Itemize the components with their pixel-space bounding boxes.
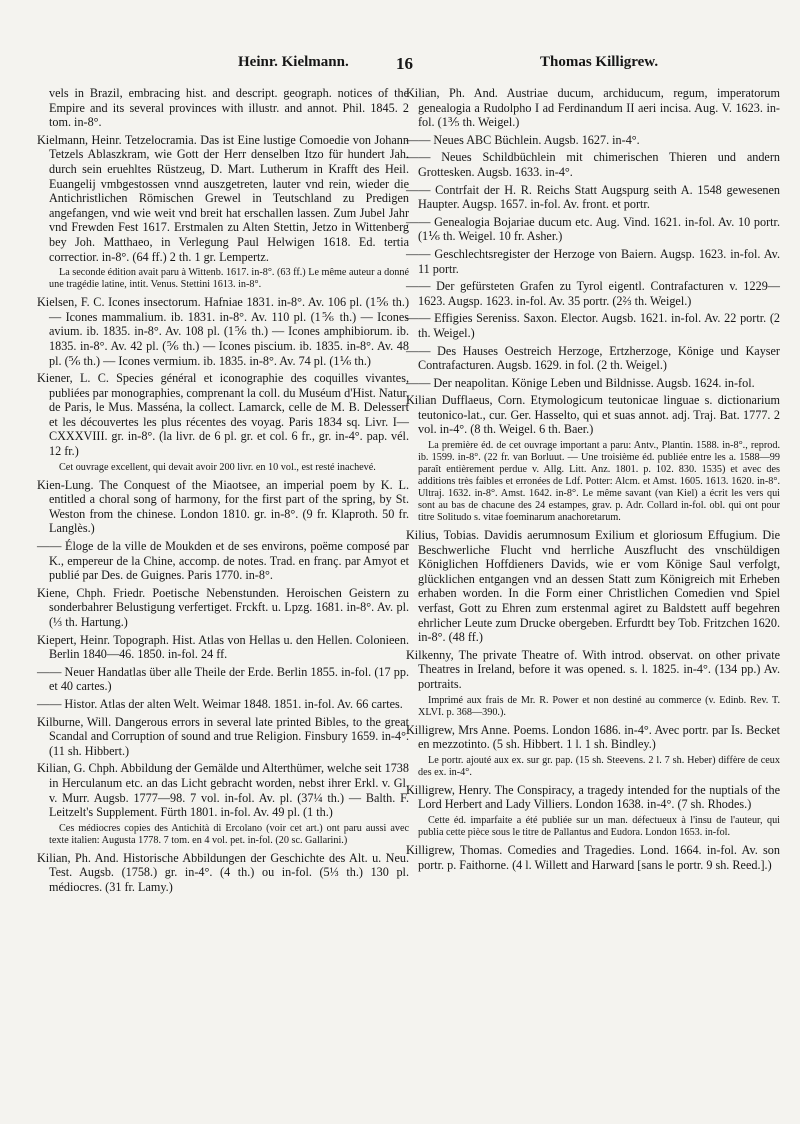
bibliographic-entry: Kien-Lung. The Conquest of the Miaotsee, an imperial poem by K. L. entitled a choral song of harmony, for the first part of the spring, by St. Weston from the chinese. London 1810. gr. in-8°. (9 fr. Klaproth. 50 fr. Langlès.): [37, 477, 409, 536]
bibliographic-entry: —— Neues Schildbüchlein mit chimerischen Thieren und andern Grottesken. Augsb. 1633. in-4°.: [406, 150, 780, 179]
bibliographic-note: Cet ouvrage excellent, qui devait avoir 200 livr. en 10 vol., est resté inachevé.: [59, 461, 376, 473]
bibliographic-entry: Killigrew, Thomas. Comedies and Tragedies. Lond. 1664. in-fol. Av. son portr. p. Faithorne. (4 l. Willett and Harward [sans le portr. 9 sh. Reed.].): [406, 842, 780, 872]
bibliographic-entry: Kiepert, Heinr. Topograph. Hist. Atlas von Hellas u. den Hellen. Colonieen. Berlin 1840—46. 1850. in-fol. 24 ff.: [37, 632, 409, 662]
bibliographic-entry: —— Effigies Sereniss. Saxon. Elector. Augsb. 1621. in-fol. Av. 22 portr. (2 th. Weigel.): [406, 311, 780, 340]
bibliographic-entry: Kilburne, Will. Dangerous errors in several late printed Bibles, to the great Scandal and Corruption of sound and true Religion. Finsbury 1659. in-4°. (11 sh. Hibbert.): [37, 714, 409, 758]
bibliographic-entry: Kilian, Ph. And. Historische Abbildungen der Geschichte des Alt. u. Neu. Test. Augsb. (1758.) gr. in-4°. (4 th.) ou in-fol. (5⅓ th.) 130 pl. médiocres. (31 fr. Lamy.): [37, 850, 409, 894]
left-column: [37, 86, 409, 898]
bibliographic-entry: Killigrew, Henry. The Conspiracy, a tragedy intended for the nuptials of the Lord Herbert and Lady Villiers. London 1638. in-4°. (7 sh. Rhodes.): [406, 782, 780, 812]
bibliographic-entry: —— Éloge de la ville de Moukden et de ses environs, poëme composé par K., empereur de la Chine, accomp. de notes. Trad. en franç. par Amyot et publié par Des. de Guignes. Paris 1770. in-8°.: [37, 539, 409, 583]
bibliographic-entry: —— Neues ABC Büchlein. Augsb. 1627. in-4°.: [406, 132, 640, 147]
bibliographic-entry: Killigrew, Mrs Anne. Poems. London 1686. in-4°. Avec portr. par Is. Becket en mezzotinto. (5 sh. Hibbert. 1 l. 1 sh. Bindley.): [406, 722, 780, 752]
bibliographic-entry: Kielmann, Heinr. Tetzelocramia. Das ist Eine lustige Comoedie von Johann Tetzels Ablaszkram, wie Gott der Herr denselben Itzo für hundert Jah. durch sein eruehltes Rüstzeug, D. Mart. Lutherum in Krafft des Heil. Euangelij vmbgestossen vnnd auszgetreten, lauter vnd rein, wieder die Antichristlichen Römischen Grewel in Teutschland zu Predigen angefangen, vnd wie weit vnd breit hat erschallen lassen. Zum Jubel Jahr vnd Frewden Fest 1617. Erstmalen zu Alten Stettin, Jetzo in Wittenberg bey Joh. Matthaeo, in Verlegung Paul Helwigen 1618. Ed. tertia correctior. in-8°. (64 ff.) 2 th. 1 gr. Lempertz.: [37, 132, 409, 264]
bibliographic-entry: Kilius, Tobias. Davidis aerumnosum Exilium et gloriosum Effugium. Die Beschwerliche Flucht vnd herrliche Auszflucht des vnschüldigen Königlichen Hoffdieners Davids, wie er vom Könige Saul verfolgt, glücklichen entgangen vnd an dessen Statt zum Königreich mit Erheben erhaben worden. In die Form einer Christlichen Comedien vnd Spiel verfast, Gott zu Ehren zum erstenmal agiret zu Baldstett auff begehren ehrlicher Leute zum Drucke obergeben. Erfurdtt bey Tob. Fritzchen 1620. in-8°. (48 ff.): [406, 528, 780, 645]
bibliographic-note: Cette éd. imparfaite a été publiée sur un man. défectueux à l'insu de l'auteur, qui publia cette pièce sous le titre de Pallantus and Eudora. London 1653. in-fol.: [418, 814, 780, 838]
bibliographic-entry: Kilkenny, The private Theatre of. With introd. observat. on other private Theatres in Ireland, before it was opened. s. l. 1825. in-4°. (134 pp.) Av. portraits.: [406, 647, 780, 691]
bibliographic-entry: Kilian Dufflaeus, Corn. Etymologicum teutonicae linguae s. dictionarium teutonico-lat., cur. Ger. Hasselto, qui et suas annot. adj. Traj. Bat. 1777. 2 vol. in-4°. (8 th. Weigel. 6 th. Baer.): [406, 393, 780, 437]
bibliographic-entry: Kilian, Ph. And. Austriae ducum, archiducum, regum, imperatorum genealogia a Rudolpho I ad Ferdinandum II aeri incisa. Aug. V. 1623. in-fol. (1⅗ th. Weigel.): [406, 86, 780, 130]
bibliographic-entry: —— Contrfait der H. R. Reichs Statt Augspurg seith A. 1548 gewesenen Haupter. Augsp. 1657. in-fol. Av. front. et portr.: [406, 182, 780, 212]
bibliographic-entry: —— Der gefürsteten Grafen zu Tyrol eigentl. Contrafacturen v. 1229—1623. Augsp. 1623. in-fol. Av. 35 portr. (2⅔ th. Weigel.): [406, 279, 780, 308]
bibliographic-entry: —— Neuer Handatlas über alle Theile der Erde. Berlin 1855. in-fol. (17 pp. et 40 cartes.): [37, 664, 409, 694]
bibliographic-entry: —— Histor. Atlas der alten Welt. Weimar 1848. 1851. in-fol. Av. 66 cartes.: [37, 696, 403, 711]
bibliographic-entry: —— Geschlechtsregister der Herzoge von Baiern. Augsp. 1623. in-fol. Av. 11 portr.: [406, 246, 780, 276]
bibliographic-entry: Kilian, G. Chph. Abbildung der Gemälde und Alterthümer, welche seit 1738 in Herculanum etc. an das Licht gebracht worden, nebst ihrer Erkl. v. Gl. v. Murr. Augsb. 1777—98. 7 vol. in-fol. Av. pl. (37¼ th.) — Balth. F. Leitzelt's Supplement. Fürth 1801. in-fol. Av. 49 pl. (1 th.): [37, 761, 409, 820]
bibliographic-entry: —— Des Hauses Oestreich Herzoge, Ertzherzoge, Könige und Kayser Contrafacturen. Augsb. 1629. in fol. (2 th. Weigel.): [406, 343, 780, 373]
bibliographic-entry: Kiene, Chph. Friedr. Poetische Nebenstunden. Heroischen Geistern zu sonderbahrer Belustigung verfertiget. Frckft. u. Lpzg. 1681. in-8°. Av. pl. (⅓ th. Hartung.): [37, 585, 409, 629]
bibliographic-note: La première éd. de cet ouvrage important a paru: Antv., Plantin. 1588. in-8°., reprod. ib. 1599. in-8°. (22 fr. van Borluut. — Une troisième éd. publiée entre les a. 1588—99 paraît entièrement perdue v. Allg. Litt. Anz. 1801. p. 102. 830. 1535) et avec des additions très faibles et erronées de Ldf. Potter: Alcm. et Amst. 1605. 1613. 1620. in-8°. Ultraj. 1632. in-8°. Amst. 1642. in-8°. Le même savant (van Kiel) a écrit les vers qui sont au bas de chacune des 24 estampes, grav. p. Adr. Collard in-fol. obl. qui ont pour titre Solitudo s. vitae foeminarum anachoretarum.: [418, 440, 780, 524]
bibliographic-note: Ces médiocres copies des Antichità di Ercolano (voir cet art.) ont paru aussi avec texte italien: Augusta 1778. 7 tom. en 4 vol. pet. in-fol. (20 sc. Gallarini.): [49, 822, 409, 846]
header-left: Heinr. Kielmann.: [238, 54, 349, 70]
bibliographic-entry: —— Der neapolitan. Könige Leben und Bildnisse. Augsb. 1624. in-fol.: [406, 375, 755, 390]
bibliographic-note: La seconde édition avait paru à Wittenb. 1617. in-8°. (63 ff.) Le même auteur a donné une tragédie latine, intit. Venus. Stettini 1613. in-8°.: [49, 267, 409, 291]
bibliographic-entry: Kiener, L. C. Species général et iconographie des coquilles vivantes, publiées par monographies, comprenant la coll. du Muséum d'Hist. Natur. de Paris, le Mus. Masséna, la collect. Lamarck, celle de M. B. Delessert et les découvertes les plus récentes des voyag. Paris 1834 sq. Livr. I—CXXXVIII. gr. in-8°. (la livr. de 6 pl. gr. et col. 6 fr., gr. in-4°. pap. vél. 12 fr.): [37, 371, 409, 459]
right-column: [406, 86, 780, 875]
bibliographic-note: Imprimé aux frais de Mr. R. Power et non destiné au commerce (v. Edinb. Rev. T. XLVI. p. 368—390.).: [418, 694, 780, 718]
bibliographic-entry: —— Genealogia Bojariae ducum etc. Aug. Vind. 1621. in-fol. Av. 10 portr. (1⅙ th. Weigel. 10 fr. Asher.): [406, 214, 780, 244]
bibliographic-entry: Kielsen, F. C. Icones insectorum. Hafniae 1831. in-8°. Av. 106 pl. (1⅚ th.) — Icones mammalium. ib. 1831. in-8°. Av. 110 pl. (1⅚ th.) — Icones avium. ib. 1835. in-8°. Av. 108 pl. (1⅚ th.) — Icones amphibiorum. ib. 1835. in-8°. Av. 42 pl. (⅚ th.) — Icones piscium. ib. 1835. in-8°. Av. 48 pl. (⅚ th.) — Icones vermium. ib. 1835. in-8°. Av. 74 pl. (1⅙ th.): [37, 295, 409, 368]
header-right: Thomas Killigrew.: [540, 54, 659, 70]
bibliographic-entry: vels in Brazil, embracing hist. and descript. geograph. notices of the Empire and its several provinces with illustr. and annot. Phil. 1845. 2 tom. in-8°.: [49, 86, 409, 130]
bibliographic-note: Le portr. ajouté aux ex. sur gr. pap. (15 sh. Steevens. 2 l. 7 sh. Heber) diffère de ceux des ex. in-4°.: [418, 754, 780, 778]
running-header: [0, 54, 800, 76]
page-number: 16: [396, 54, 413, 73]
